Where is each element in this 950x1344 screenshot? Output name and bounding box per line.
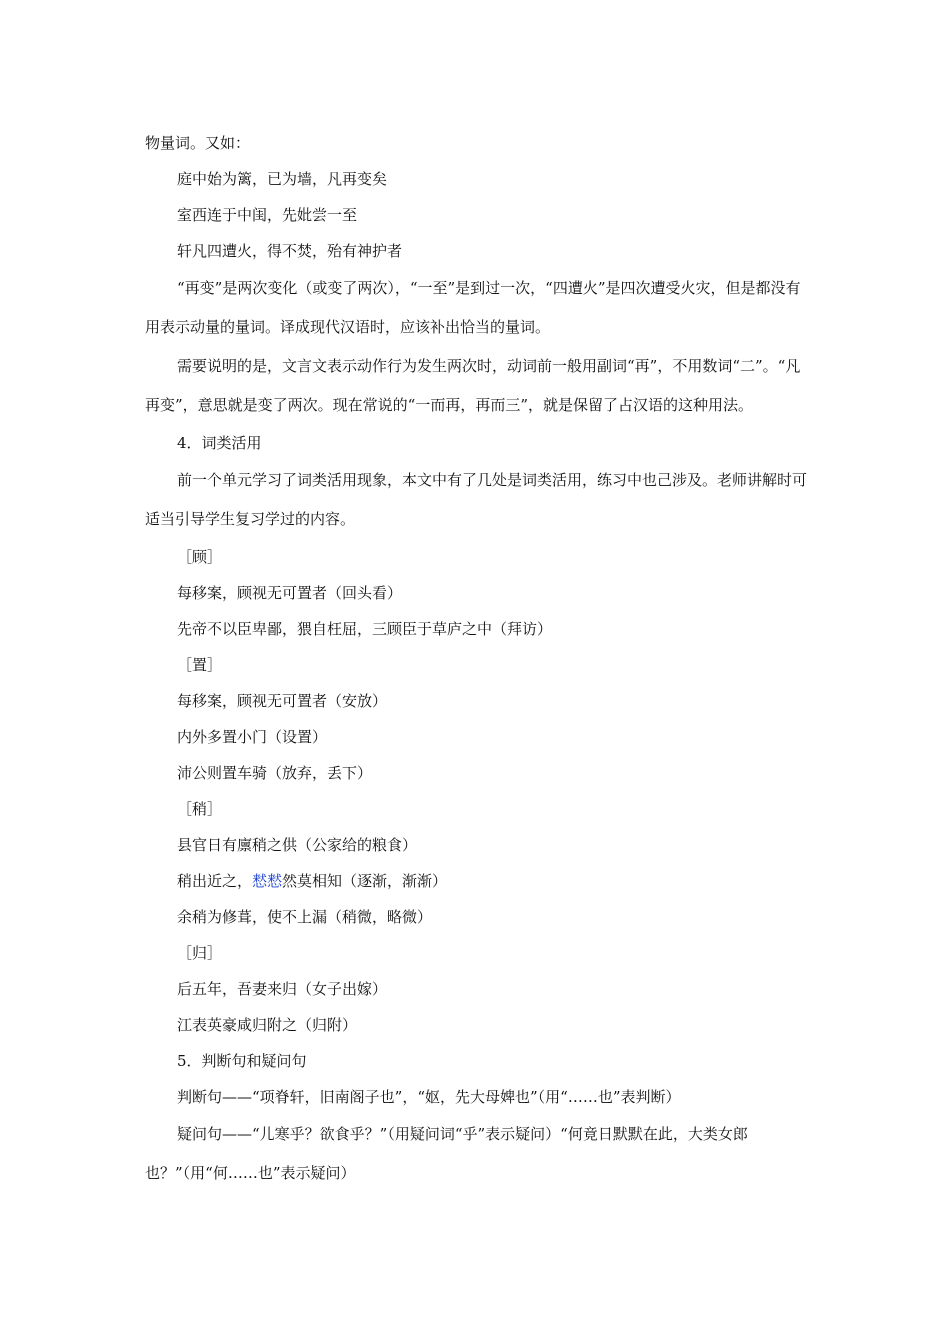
highlighted-word: 慭慭 (252, 872, 283, 890)
example-line: 判断句——“项脊轩，旧南阁子也”，“妪，先大母婢也”（用“……也”表判断） (177, 1088, 681, 1106)
example-line (145, 863, 807, 899)
example-line: 后五年，吾妻来归（女子出嫁） (177, 980, 388, 998)
word-heading: ［稍］ (177, 800, 223, 818)
example-line: 内外多置小门（设置） (177, 728, 328, 746)
example-line: 每移案，顾视无可置者（安放） (177, 692, 388, 710)
example-text-end: 然莫相知（逐渐，渐渐） (282, 872, 448, 890)
section-heading: 4．词类活用 (177, 434, 262, 452)
word-heading: ［置］ (177, 656, 223, 674)
example-line: 每移案，顾视无可置者（回头看） (177, 584, 403, 602)
word-heading: ［顾］ (177, 548, 223, 566)
section-heading: 5．判断句和疑问句 (177, 1052, 307, 1070)
explanation-paragraph: 疑问句——“儿寒乎？欲食乎？”（用疑问词“乎”表示疑问）“何竟日默默在此，大类女郎也？”（用“何……也”表示疑问） (145, 1125, 748, 1182)
example-line: 庭中始为篱，已为墙，凡再变矣 (177, 170, 388, 188)
example-line: 余稍为修葺，使不上漏（稍微，略微） (177, 908, 433, 926)
word-heading: ［归］ (177, 944, 223, 962)
example-text-start: 稍出近之， (177, 872, 253, 890)
example-line: 沛公则置车骑（放弃，丢下） (177, 764, 373, 782)
explanation-paragraph: 需要说明的是，文言文表示动作行为发生两次时，动词前一般用副词“再”，不用数词“二”。“凡再变”，意思就是变了两次。现在常说的“一而再，再而三”，就是保留了占汉语的这种用法。 (145, 357, 801, 414)
explanation-paragraph: “再变”是两次变化（或变了两次），“一至”是到过一次，“四遭火”是四次遭受火灾，但是都没有用表示动量的量词。译成现代汉语时，应该补出恰当的量词。 (145, 279, 801, 336)
example-line: 室西连于中闺，先妣尝一至 (177, 206, 358, 224)
example-line: 先帝不以臣卑鄙，猥自枉屈，三顾臣于草庐之中（拜访） (177, 620, 553, 638)
paragraph-continuation: 物量词。又如： (145, 134, 251, 152)
example-line: 江表英豪咸归附之（归附） (177, 1016, 358, 1034)
explanation-paragraph: 前一个单元学习了词类活用现象，本文中有了几处是词类活用，练习中也己涉及。老师讲解时可适当引导学生复习学过的内容。 (145, 471, 808, 528)
example-line: 轩凡四遭火，得不焚，殆有神护者 (177, 242, 403, 260)
example-line: 县官日有廪稍之供（公家给的粮食） (177, 836, 418, 854)
